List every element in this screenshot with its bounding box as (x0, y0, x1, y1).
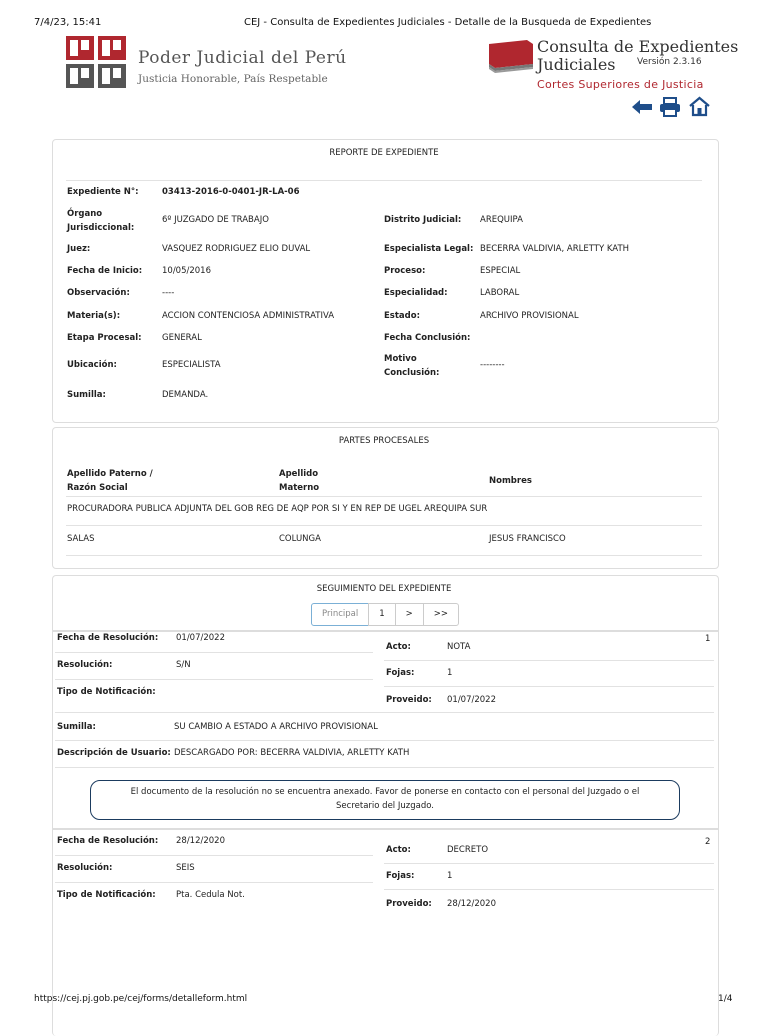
etapa-label: Etapa Procesal: (67, 333, 142, 343)
observacion-label: Observación: (67, 288, 130, 298)
notice-line-2: Secretario del Juzgado. (336, 801, 434, 811)
back-arrow-icon[interactable] (632, 99, 652, 115)
pager-last[interactable]: >> (423, 603, 459, 626)
materia-value: ACCION CONTENCIOSA ADMINISTRATIVA (162, 311, 335, 321)
expediente-value: 03413-2016-0-0401-JR-LA-06 (162, 187, 300, 197)
fojas-value: 1 (447, 871, 453, 881)
organo-value: 6º JUZGADO DE TRABAJO (162, 215, 269, 225)
cortes-label: Cortes Superiores de Justicia (537, 78, 704, 91)
resolucion-value: S/N (176, 660, 191, 670)
fecha-conclusion-label: Fecha Conclusión: (384, 333, 471, 343)
col-razon-social: Razón Social (67, 483, 128, 493)
juez-label: Juez: (67, 244, 91, 254)
organo-label-2: Jurisdiccional: (67, 223, 135, 233)
fecha-resolucion-value: 01/07/2022 (176, 633, 225, 643)
fecha-resolucion-label: Fecha de Resolución: (57, 836, 159, 846)
fecha-resolucion-label: Fecha de Resolución: (57, 633, 159, 643)
estado-label: Estado: (384, 311, 420, 321)
parte-row-2-materno: COLUNGA (279, 534, 321, 544)
seguimiento-title: SEGUIMIENTO DEL EXPEDIENTE (316, 584, 452, 594)
proveido-label: Proveido: (386, 695, 432, 705)
ubicacion-label: Ubicación: (67, 360, 117, 370)
motivo-value: -------- (480, 360, 505, 370)
col-apellido-paterno: Apellido Paterno / (67, 469, 153, 479)
proveido-label: Proveido: (386, 899, 432, 909)
print-url: https://cej.pj.gob.pe/cej/forms/detalleform.html (34, 994, 248, 1004)
observacion-value: ---- (162, 288, 175, 298)
fecha-inicio-value: 10/05/2016 (162, 266, 211, 276)
documento-no-anexado-notice (90, 780, 680, 820)
divider (55, 652, 373, 653)
col-materno: Materno (279, 483, 320, 493)
divider (384, 863, 714, 864)
print-icon[interactable] (659, 97, 681, 117)
especialidad-label: Especialidad: (384, 288, 448, 298)
divider (55, 882, 373, 883)
sumilla-value: DEMANDA. (162, 390, 209, 400)
resolucion-label: Resolución: (57, 863, 113, 873)
especialista-value: BECERRA VALDIVIA, ARLETTY KATH (480, 244, 630, 254)
sumilla-res-label: Sumilla: (57, 722, 96, 732)
organo-label: Órgano (67, 209, 103, 219)
tipo-notificacion-label: Tipo de Notificación: (57, 687, 156, 697)
home-icon[interactable] (688, 96, 711, 117)
parte-row-1: PROCURADORA PUBLICA ADJUNTA DEL GOB REG DE AQP POR SI Y EN REP DE UGEL AREQUIPA SUR (67, 504, 488, 514)
tipo-notificacion-value: Pta. Cedula Not. (176, 890, 245, 900)
print-doc-title: CEJ - Consulta de Expedientes Judiciales - Detalle de la Busqueda de Expedientes (244, 17, 652, 28)
ubicacion-value: ESPECIALISTA (162, 360, 221, 370)
resolucion-value: SEIS (176, 863, 195, 873)
divider (55, 679, 373, 680)
acto-label: Acto: (386, 845, 411, 855)
especialista-label: Especialista Legal: (384, 244, 474, 254)
divider (55, 712, 714, 713)
fecha-inicio-label: Fecha de Inicio: (67, 266, 143, 276)
descripcion-usuario-value: DESCARGADO POR: BECERRA VALDIVIA, ARLETTY KATH (174, 748, 410, 758)
resolucion-number: 1 (705, 634, 711, 644)
version-label: Versión 2.3.16 (637, 57, 702, 67)
acto-value: NOTA (447, 642, 471, 652)
acto-value: DECRETO (447, 845, 489, 855)
pager-page-1[interactable]: 1 (368, 603, 395, 626)
col-nombres: Nombres (489, 476, 532, 486)
cej-title: Consulta de Expedientes (537, 37, 739, 56)
expediente-label: Expediente N°: (67, 187, 139, 197)
cej-title-2: Judiciales (537, 55, 616, 74)
proceso-label: Proceso: (384, 266, 426, 276)
distrito-label: Distrito Judicial: (384, 215, 462, 225)
pager-principal[interactable]: Principal (311, 603, 369, 626)
juez-value: VASQUEZ RODRIGUEZ ELIO DUVAL (162, 244, 311, 254)
parte-row-2-paterno: SALAS (67, 534, 95, 544)
divider (66, 180, 702, 181)
fecha-resolucion-value: 28/12/2020 (176, 836, 225, 846)
resolucion-number: 2 (705, 837, 711, 847)
proceso-value: ESPECIAL (480, 266, 521, 276)
partes-panel (52, 427, 719, 569)
etapa-value: GENERAL (162, 333, 202, 343)
poder-judicial-logo (66, 36, 128, 90)
distrito-value: AREQUIPA (480, 215, 523, 225)
print-page-number: 1/4 (718, 994, 733, 1004)
fojas-label: Fojas: (386, 668, 415, 678)
divider (55, 767, 714, 768)
divider (384, 660, 714, 661)
cej-books-logo (487, 38, 535, 74)
acto-label: Acto: (386, 642, 411, 652)
fojas-label: Fojas: (386, 871, 415, 881)
pager-next[interactable]: > (395, 603, 424, 626)
brand-name: Poder Judicial del Perú (138, 48, 347, 68)
resolucion-label: Resolución: (57, 660, 113, 670)
notice-line-1: El documento de la resolución no se encuentra anexado. Favor de ponerse en contacto con el personal del Juzgado o el (130, 787, 640, 797)
estado-value: ARCHIVO PROVISIONAL (480, 311, 579, 321)
sumilla-res-value: SU CAMBIO A ESTADO A ARCHIVO PROVISIONAL (174, 722, 378, 732)
parte-row-2-nombres: JESUS FRANCISCO (489, 534, 566, 544)
motivo-label-2: Conclusión: (384, 368, 440, 378)
reporte-title: REPORTE DE EXPEDIENTE (329, 148, 439, 158)
divider (55, 855, 373, 856)
especialidad-value: LABORAL (480, 288, 520, 298)
col-apellido-materno: Apellido (279, 469, 319, 479)
print-datetime: 7/4/23, 15:41 (34, 17, 102, 28)
fojas-value: 1 (447, 668, 453, 678)
pagination (312, 603, 459, 626)
brand-tagline: Justicia Honorable, País Respetable (138, 73, 328, 85)
proveido-value: 28/12/2020 (447, 899, 496, 909)
divider (66, 555, 702, 556)
tipo-notificacion-label: Tipo de Notificación: (57, 890, 156, 900)
divider (384, 889, 714, 890)
divider (384, 686, 714, 687)
partes-title: PARTES PROCESALES (338, 436, 430, 446)
divider (66, 496, 702, 497)
sumilla-label: Sumilla: (67, 390, 106, 400)
descripcion-usuario-label: Descripción de Usuario: (57, 748, 171, 758)
divider (66, 525, 702, 526)
motivo-label: Motivo (384, 354, 417, 364)
materia-label: Materia(s): (67, 311, 121, 321)
proveido-value: 01/07/2022 (447, 695, 496, 705)
divider (55, 740, 714, 741)
